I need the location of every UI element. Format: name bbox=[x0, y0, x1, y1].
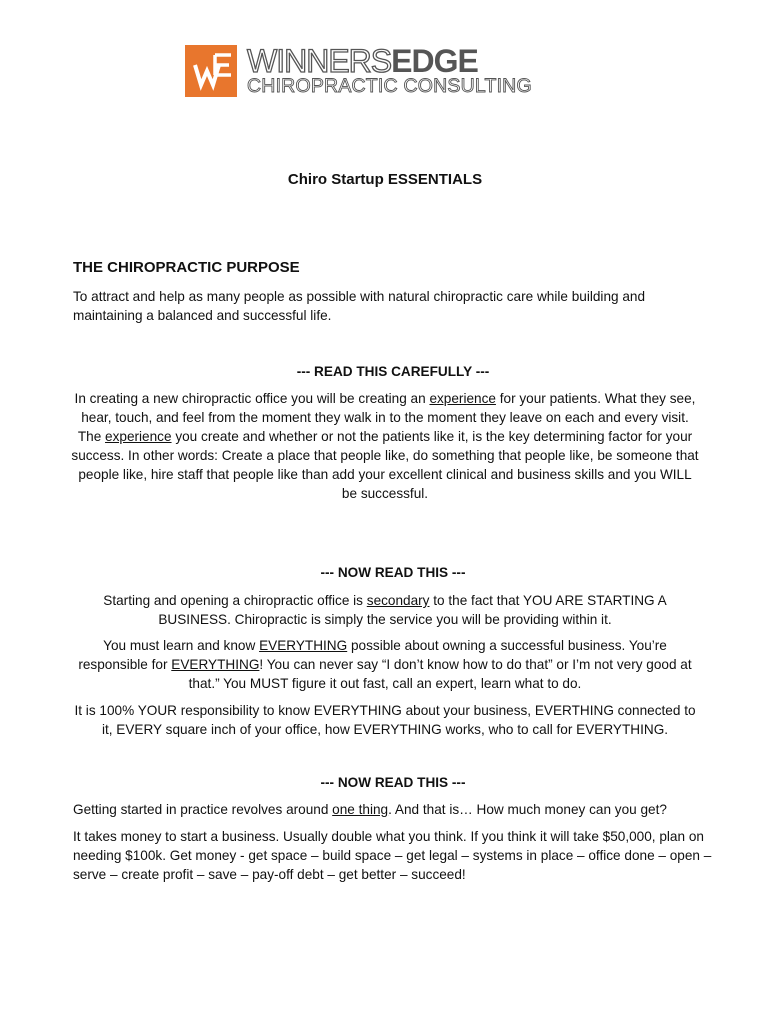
underlined-one-thing: one thing bbox=[332, 802, 389, 817]
we-monogram-icon bbox=[185, 45, 237, 97]
text-run: . And that is… How much money can you get? bbox=[388, 802, 667, 817]
purpose-text: To attract and help as many people as possible with natural chiropractic care while building and maintaining a balanced and successful life. bbox=[73, 289, 646, 323]
underlined-experience: experience bbox=[429, 391, 496, 406]
text-run: for your patients. What they see, hear, touch, and feel from the moment they walk in to the moment they leave on each and every visit. The bbox=[77, 391, 696, 444]
underlined-everything: EVERYTHING bbox=[259, 638, 348, 653]
logo-tagline: CHIROPRACTIC CONSULTING bbox=[247, 75, 532, 97]
text-run: possible about owning a successful business. You’re responsible for bbox=[78, 638, 667, 672]
everything-paragraph bbox=[72, 636, 698, 693]
experience-paragraph bbox=[70, 389, 700, 503]
document-title: Chiro Startup ESSENTIALS bbox=[287, 171, 483, 188]
underlined-secondary: secondary bbox=[366, 593, 430, 608]
text-run: Getting started in practice revolves around bbox=[73, 802, 333, 817]
responsibility-paragraph: It is 100% YOUR responsibility to know EVERYTHING about your business, EVERTHING connected to it, EVERY square inch of your office, how EVERYTHING works, who to call for EVERYTHING. bbox=[74, 703, 696, 737]
money-paragraph: It takes money to start a business. Usually double what you think. If you think it will take $50,000, plan on needing $100k. Get money - get space – build space – get legal – systems in place – office done – open – serve – create profit – save – pay-off debt – get better – succeed! bbox=[73, 829, 712, 882]
text-run: to the fact that YOU ARE STARTING A BUSINESS. Chiropractic is simply the service you will be providing within it. bbox=[158, 593, 667, 627]
now-read-banner-2: --- NOW READ THIS --- bbox=[320, 775, 466, 790]
logo-word-winners: WINNERS bbox=[247, 43, 392, 79]
text-run: In creating a new chiropractic office you will be creating an bbox=[74, 391, 430, 406]
text-run: You must learn and know bbox=[103, 638, 260, 653]
logo-wordmark bbox=[247, 44, 478, 78]
underlined-everything: EVERYTHING bbox=[171, 657, 260, 672]
underlined-experience: experience bbox=[105, 429, 172, 444]
now-read-banner-1: --- NOW READ THIS --- bbox=[320, 565, 466, 580]
read-carefully-banner: --- READ THIS CAREFULLY --- bbox=[296, 364, 490, 379]
company-logo bbox=[185, 45, 585, 97]
text-run: ! You can never say “I don’t know how to do that” or I’m not very good at that.” You MUST figure it out fast, call an expert, learn what to do. bbox=[188, 657, 692, 691]
purpose-heading: THE CHIROPRACTIC PURPOSE bbox=[73, 259, 300, 276]
money-question-paragraph bbox=[73, 800, 713, 819]
logo-word-edge: EDGE bbox=[391, 43, 478, 79]
text-run: Starting and opening a chiropractic office is bbox=[103, 593, 367, 608]
text-run: you create and whether or not the patients like it, is the key determining factor for your success. In other words: Create a place that people like, do something that people like, be someone that people like, hire staff that people like than add your excellent clinical and business skills and you WILL be successful. bbox=[71, 429, 699, 501]
business-paragraph bbox=[95, 591, 675, 629]
